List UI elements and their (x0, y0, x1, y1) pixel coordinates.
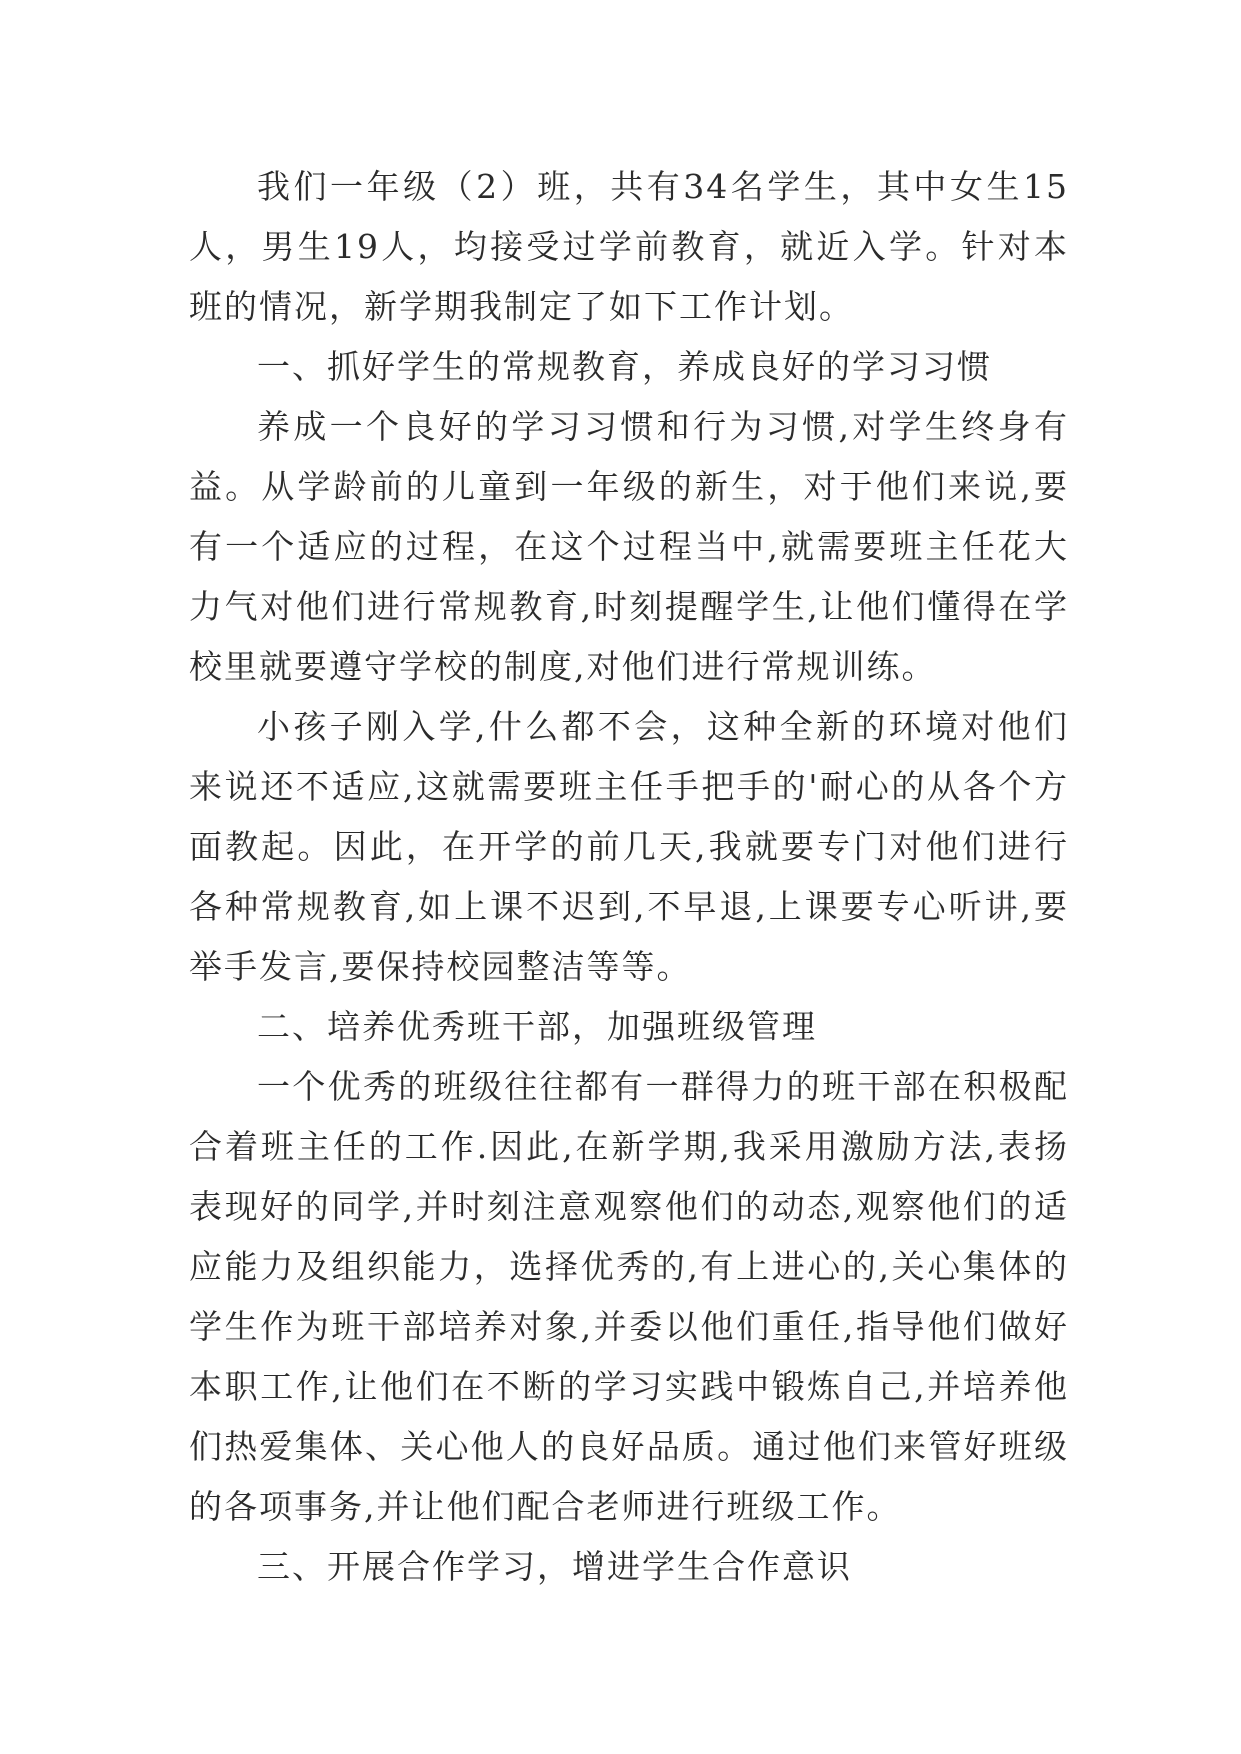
section-1-paragraph-1: 养成一个良好的学习习惯和行为习惯,对学生终身有益。从学龄前的儿童到一年级的新生，对于他们来说,要有一个适应的过程，在这个过程当中,就需要班主任花大力气对他们进行常规教育,时刻提醒学生,让他们懂得在学校里就要遵守学校的制度,对他们进行常规训练。 (189, 407, 1069, 686)
section-2-paragraph-1: 一个优秀的班级往往都有一群得力的班干部在积极配合着班主任的工作.因此,在新学期,我采用激励方法,表扬表现好的同学,并时刻注意观察他们的动态,观察他们的适应能力及组织能力，选择优秀的,有上进心的,关心集体的学生作为班干部培养对象,并委以他们重任,指导他们做好本职工作,让他们在不断的学习实践中锻炼自己,并培养他们热爱集体、关心他人的良好品质。通过他们来管好班级的各项事务,并让他们配合老师进行班级工作。 (189, 1067, 1069, 1526)
section-heading-3: 三、开展合作学习，增进学生合作意识 (257, 1547, 852, 1586)
section-1-paragraph-2: 小孩子刚入学,什么都不会，这种全新的环境对他们来说还不适应,这就需要班主任手把手的'耐心的从各个方面教起。因此，在开学的前几天,我就要专门对他们进行各种常规教育,如上课不迟到,不早退,上课要专心听讲,要举手发言,要保持校园整洁等等。 (189, 707, 1069, 986)
section-heading-1: 一、抓好学生的常规教育，养成良好的学习习惯 (257, 347, 992, 386)
document-body (189, 157, 1069, 1597)
intro-paragraph: 我们一年级（2）班，共有34名学生，其中女生15人，男生19人，均接受过学前教育，就近入学。针对本班的情况，新学期我制定了如下工作计划。 (189, 167, 1069, 326)
section-heading-2: 二、培养优秀班干部，加强班级管理 (257, 1007, 817, 1046)
